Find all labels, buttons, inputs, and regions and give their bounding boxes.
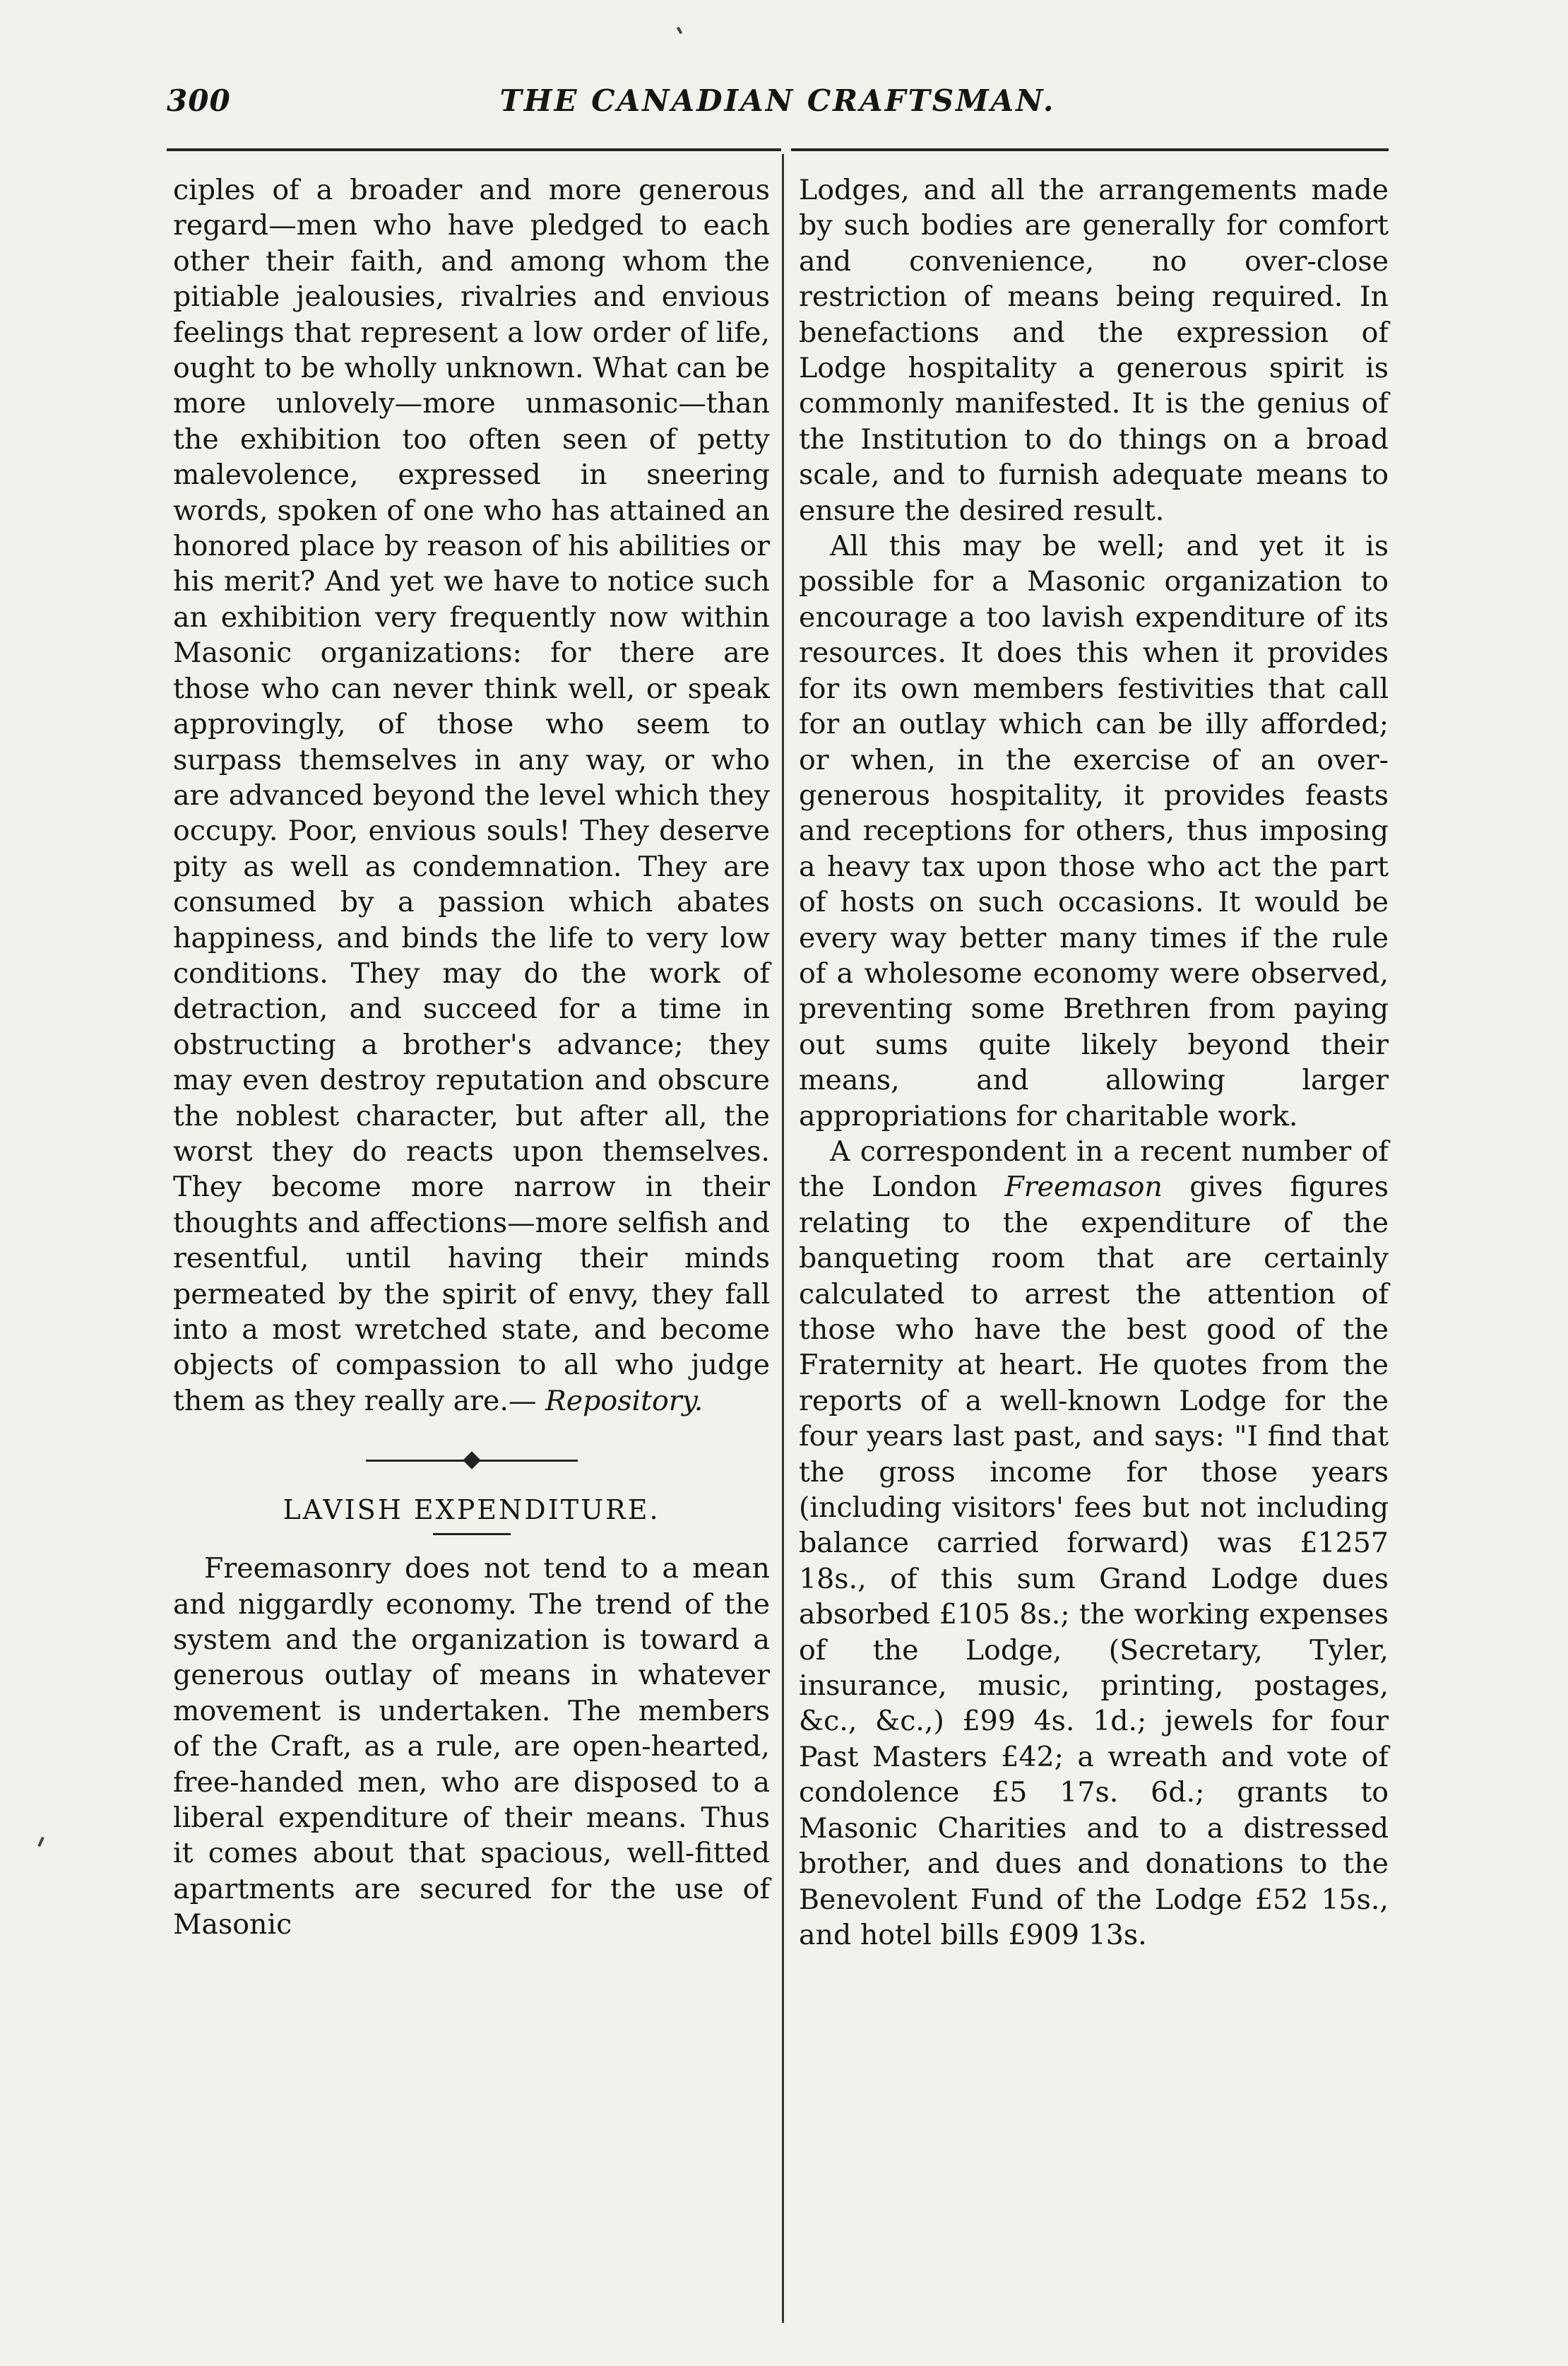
column-divider: [782, 154, 784, 2323]
lavish-expenditure-paragraph-3: All this may be well; and yet it is possible for a Masonic organization to encourage a too lavish expenditure of its resources. It does this when it provides for its own members festivities that call for an outlay which can be illy afforded; or when, in the exercise of an over-generous hospitality, it provides feasts and receptions for others, thus imposing a heavy tax upon those who act the part of hosts on such occasions. It would be every way better many times if the rule of a wholesome economy were observed, preventing some Brethren from paying out sums quite likely beyond their means, and allowing larger appropriations for charitable work.: [799, 530, 1389, 1132]
page-number: 300: [167, 83, 231, 118]
running-title: THE CANADIAN CRAFTSMAN.: [499, 83, 1056, 118]
para4-text-before: A correspondent in a recent number of the London: [799, 1135, 1389, 1204]
heading-underline: [433, 1533, 511, 1535]
article-source: Repository.: [545, 1384, 703, 1417]
article-continuation-paragraph: [173, 172, 770, 1419]
left-column: [173, 172, 770, 1943]
section-heading: LAVISH EXPENDITURE.: [283, 1494, 660, 1526]
publication-name: Freemason: [1004, 1171, 1163, 1204]
para4-text-after: gives figures relating to the expenditure of the banqueting room that are certainly calculated to arrest the attention of those who have the best good of the Fraternity at heart. He quotes from the reports of a well-known Lodge for the four years last past, and says: "I find that the gross income for those years (including visitors' fees but not including balance carried forward) was £1257 18s., of this sum Grand Lodge dues absorbed £105 8s.; the working expenses of the Lodge, (Secretary, Tyler, insurance, music, printing, postages, &c., &c.,) £99 4s. 1d.; jewels for four Past Masters £42; a wreath and vote of condolence £5 17s. 6d.; grants to Masonic Charities and to a distressed brother, and dues and donations to the Benevolent Fund of the Lodge £52 15s., and hotel bills £909 13s.: [799, 1171, 1389, 1951]
article-continuation-text: ciples of a broader and more generous regard—men who have pledged to each other their faith, and among whom the pitiable jealousies, rivalries and envious feelings that represent a low order of life, ought to be wholly unknown. What can be more unlovely—more unmasonic—than the exhibition too often seen of petty malevolence, expressed in sneering words, spoken of one who has attained an honored place by reason of his abilities or his merit? And yet we have to notice such an exhibition very frequently now within Masonic organizations: for there are those who can never think well, or speak approvingly, of those who seem to surpass themselves in any way, or who are advanced beyond the level which they occupy. Poor, envious souls! They deserve pity as well as condemnation. They are consumed by a passion which abates happiness, and binds the life to very low conditions. They may do the work of detraction, and succeed for a time in obstructing a brother's advance; they may even destroy reputation and obscure the noblest character, but after all, the worst they do reacts upon themselves. They become more narrow in their thoughts and affections—more selfish and resentful, until having their minds permeated by the spirit of envy, they fall into a most wretched state, and become objects of compassion to all who judge them as they really are.—: [173, 174, 770, 1417]
lavish-expenditure-paragraph-4: [799, 1134, 1389, 1953]
header-rule-left: [167, 148, 781, 151]
print-speck: [677, 27, 682, 35]
page-header: [167, 83, 1389, 133]
right-column: [799, 172, 1389, 1953]
lavish-expenditure-paragraph-1: Freemasonry does not tend to a mean and niggardly economy. The trend of the system and the organization is toward a generous outlay of means in whatever movement is undertaken. The members of the Craft, as a rule, are open-hearted, free-handed men, who are disposed to a liberal expenditure of their means. Thus it comes about that spacious, well-fitted apartments are secured for the use of Masonic: [173, 1552, 770, 1941]
header-rule-right: [791, 148, 1389, 151]
section-ornament-rule: [366, 1451, 578, 1471]
lavish-expenditure-paragraph-2: Lodges, and all the arrangements made by such bodies are generally for comfort and convenience, no over-close restriction of means being required. In benefactions and the expression of Lodge hospitality a generous spirit is commonly manifested. It is the genius of the Institution to do things on a broad scale, and to furnish adequate means to ensure the desired result.: [799, 174, 1389, 527]
print-speck: [37, 1837, 44, 1847]
